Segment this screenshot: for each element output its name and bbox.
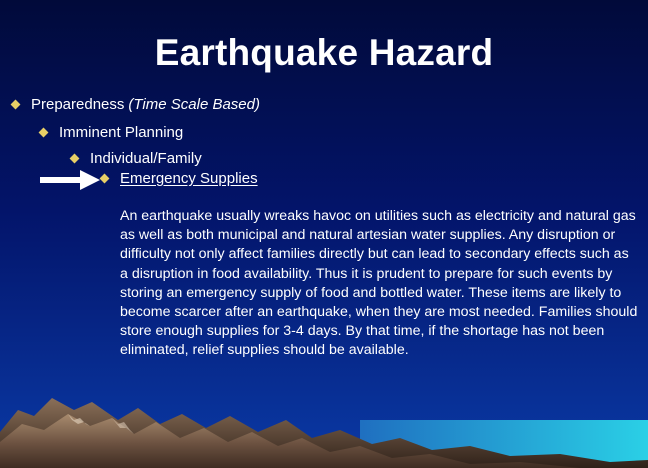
bullet-preparedness — [12, 96, 260, 113]
bullet-label: Emergency Supplies — [120, 170, 258, 187]
bullet-individual-family — [71, 150, 202, 167]
diamond-bullet-icon — [11, 100, 21, 110]
bullet-imminent-planning — [40, 124, 183, 141]
bullet-subtitle: (Time Scale Based) — [128, 96, 260, 113]
right-arrow-icon — [40, 169, 100, 191]
diamond-bullet-icon — [39, 128, 49, 138]
bullet-label: Preparedness — [31, 96, 125, 113]
diamond-bullet-icon — [100, 174, 110, 184]
bullet-label: Imminent Planning — [59, 124, 184, 141]
slide-title: Earthquake Hazard — [154, 32, 494, 73]
diamond-bullet-icon — [70, 154, 80, 164]
bullet-label: Individual/Family — [90, 150, 202, 167]
body-paragraph: An earthquake usually wreaks havoc on utilities such as electricity and natural gas as well as both municipal and natural artesian water supplies. Any disruption or difficulty not only affect families directly but can lead to secondary effects such as a disruption in food availability. Thus it is prudent to prepare for such events by storing an emergency supply of food and bottled water. These items are likely to become scarcer after an earthquake, when they are most needed. Families should store enough supplies for 3-4 days. By that time, if the shortage has not been eliminated, relief supplies should be available. — [120, 208, 638, 359]
bullet-emergency-supplies — [101, 170, 258, 187]
mountain-range-graphic — [0, 380, 648, 468]
